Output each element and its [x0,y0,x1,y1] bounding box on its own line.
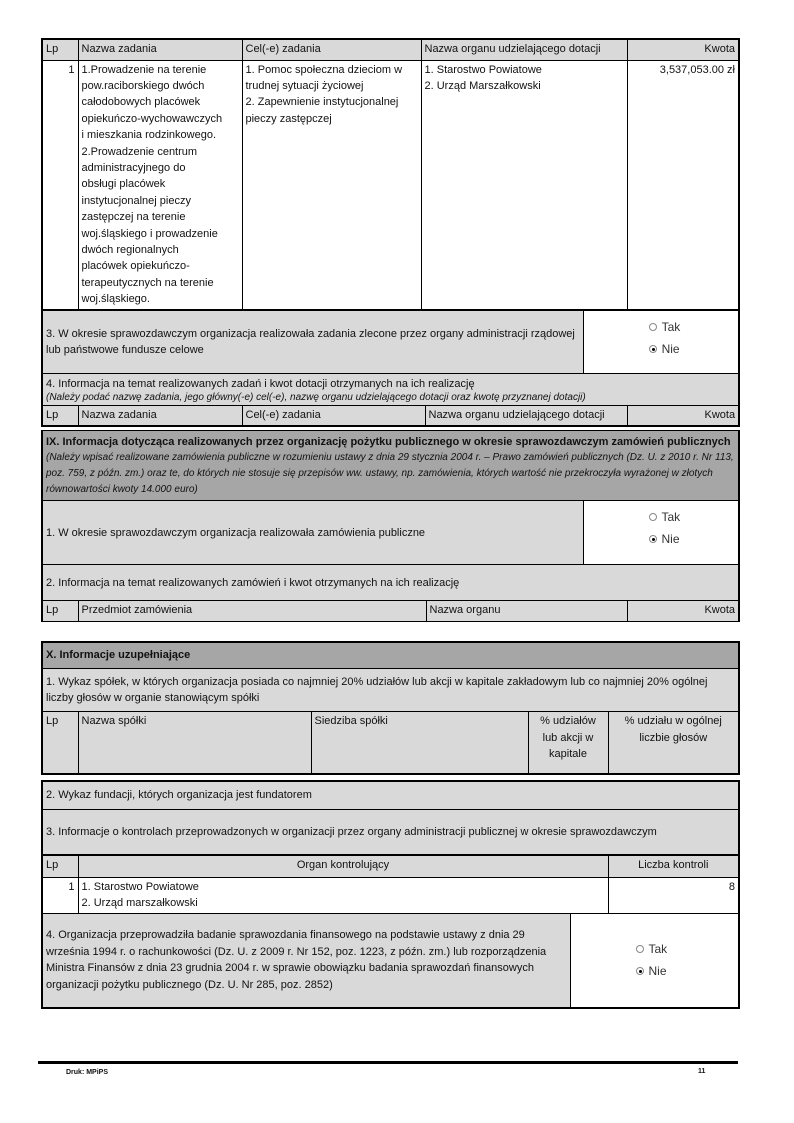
table-row [42,877,739,913]
row-kwota: 3,537,053.00 zł [627,60,739,310]
row-organy [421,60,627,310]
organ-item: 2. Urząd Marszałkowski [424,79,541,92]
row-nazwa-zadania [78,60,242,310]
q4-note: (Należy podać nazwę zadania, jego główny(-e) cel(-e), nazwę organu udzielającego dotacji oraz kwotę przyznanej dotacji) [46,392,586,404]
x-q3-col-liczba: Liczba kontroli [608,855,739,877]
q3-question: 3. W okresie sprawozdawczym organizacja realizowała zadania zlecone przez organy administracji rządowej lub państwowe fundusze celowe [42,311,583,374]
nazwa-line: 1.Prowadzenie na terenie [81,63,207,76]
grant-table [41,38,738,311]
q4-col-cel: Cel(-e) zadania [242,406,425,426]
ix-q2-title: 2. Informacja na temat realizowanych zamówień i kwot otrzymanych na ich realizację [42,565,739,601]
x-q1-col-glosy: % udziału w ogólnej liczbie głosów [608,712,739,774]
x-q1-col-udzialy: % udziałów lub akcji w kapitale [528,712,608,774]
page-number: 11 [698,1068,706,1075]
section-q3-q4 [41,310,738,427]
ix-q2-col-przedmiot: Przedmiot zamówienia [78,601,426,622]
footer-print-label: Druk: MPiPS [66,1069,109,1076]
nazwa-line: zastępczej na terenie [81,211,186,224]
x-q1-col-nazwa: Nazwa spółki [78,712,311,774]
x-q4-option-tak[interactable]: Tak [636,938,736,960]
radio-unchecked-icon[interactable] [649,323,657,331]
x-q3-col-lp: Lp [42,855,78,877]
ix-q1-radio-cell [583,501,739,565]
col-header-lp: Lp [42,39,78,60]
q4-title: 4. Informacja na temat realizowanych zadań i kwot dotacji otrzymanych na ich realizację [46,378,475,390]
nazwa-line: instytucjonalnej pieczy [81,194,191,207]
radio-checked-icon[interactable] [649,535,657,543]
organ-item: 1. Starostwo Powiatowe [81,880,199,893]
x-q3-col-organ: Organ kontrolujący [78,855,608,877]
table-row [42,60,739,310]
nazwa-line: woj.śląskiego i prowadzenie [81,227,218,240]
nazwa-line: 2.Prowadzenie centrum [81,145,198,158]
nazwa-line: placówek opiekuńczo- [81,260,190,273]
q4-col-organ: Nazwa organu udzielającego dotacji [425,406,627,426]
ix-q2-col-organ: Nazwa organu [426,601,627,622]
nazwa-line: terapeutycznych na terenie [81,276,214,289]
x-q4-question: 4. Organizacja przeprowadziła badanie sprawozdania finansowego na podstawie ustawy z dnia 29 września 1994 r. o rachunkowości (Dz. U. z 2009 r. Nr 152, poz. 1223, z późn. zm.) lub rozporządzenia Ministra Finansów z dnia 23 grudnia 2004 r. w sprawie obowiązku badania sprawozdań finansowych organizacji pożytku publicznego (Dz. U. Nr 285, poz. 2852) [42,913,570,1008]
ix-q2-col-kwota: Kwota [627,601,739,622]
radio-checked-icon[interactable] [649,345,657,353]
section-x [41,641,738,775]
section-ix [41,430,738,622]
x-q3-row-lp: 1 [42,877,78,913]
q3-option-nie[interactable]: Nie [649,338,736,360]
x-q1-col-lp: Lp [42,712,78,774]
row-lp: 1 [42,60,78,310]
q4-col-nazwa: Nazwa zadania [78,406,242,426]
q3-option-tak[interactable]: Tak [649,316,736,338]
x-q3-row-organy [78,877,608,913]
nazwa-line: obsługi placówek [81,178,166,191]
nazwa-line: woj.śląskiego. [81,293,150,306]
nazwa-line: całodobowych placówek [81,96,201,109]
col-header-nazwa: Nazwa zadania [78,39,242,60]
ix-q1-question: 1. W okresie sprawozdawczym organizacja realizowała zamówienia publiczne [42,501,583,565]
x-q4-option-nie[interactable]: Nie [636,960,736,982]
x-q3-row-liczba: 8 [608,877,739,913]
section-ix-note: (Należy wpisać realizowane zamówienia publiczne w rozumieniu ustawy z dnia 29 stycznia 2004 r. – Prawo zamówień publicznych (Dz. U. z 2010 r. Nr 113, poz. 759, z późn. zm.) oraz te, do których nie stosuje się przepisów ww. ustawy, np. zamówienia, których wartość nie przekroczyła wyrażonej w złotych równowartości kwoty 14.000 euro) [46,452,734,496]
radio-unchecked-icon[interactable] [649,513,657,521]
col-header-kwota: Kwota [627,39,739,60]
ix-q2-col-lp: Lp [42,601,78,622]
nazwa-line: administracyjnego do [81,161,186,174]
row-cele [242,60,421,310]
section-x-continued [41,780,738,1009]
radio-unchecked-icon[interactable] [636,945,644,953]
col-header-cel: Cel(-e) zadania [242,39,421,60]
x-q1-col-siedziba: Siedziba spółki [311,712,528,774]
nazwa-line: i mieszkania rodzinkowego. [81,129,217,142]
x-q1-title: 1. Wykaz spółek, w których organizacja posiada co najmniej 20% udziałów lub akcji w kapitale zakładowym lub co najmniej 20% ogólnej liczby głosów w organie stanowiącym spółki [42,668,739,712]
nazwa-line: opiekuńczo-wychowawczych [81,112,223,125]
section-ix-title: IX. Informacja dotycząca realizowanych przez organizację pożytku publicznego w okresie sprawozdawczym zamówień publicznych [46,436,731,448]
organ-item: 2. Urząd marszałkowski [81,896,198,909]
q4-col-kwota: Kwota [627,406,739,426]
nazwa-line: pow.raciborskiego dwóch [81,79,205,92]
organ-item: 1. Starostwo Powiatowe [424,63,542,76]
col-header-organ: Nazwa organu udzielającego dotacji [421,39,627,60]
q4-col-lp: Lp [42,406,78,426]
nazwa-line: dwóch regionalnych [81,243,179,256]
cel-item: 2. Zapewnienie instytucjonalnej pieczy zastępczej [245,96,399,125]
ix-q1-option-nie[interactable]: Nie [649,528,736,550]
q3-radio-cell [583,311,739,374]
footer-divider [38,1061,738,1064]
section-ix-header [42,431,739,501]
x-q4-radio-cell [570,913,739,1008]
section-x-title: X. Informacje uzupełniające [42,642,739,668]
cel-item: 1. Pomoc społeczna dzieciom w trudnej sytuacji życiowej [245,63,403,92]
x-q2-title: 2. Wykaz fundacji, których organizacja jest fundatorem [42,781,739,809]
x-q3-title: 3. Informacje o kontrolach przeprowadzonych w organizacji przez organy administracji publicznej w okresie sprawozdawczym [42,809,739,855]
radio-checked-icon[interactable] [636,967,644,975]
q4-block [42,374,739,406]
ix-q1-option-tak[interactable]: Tak [649,506,736,528]
